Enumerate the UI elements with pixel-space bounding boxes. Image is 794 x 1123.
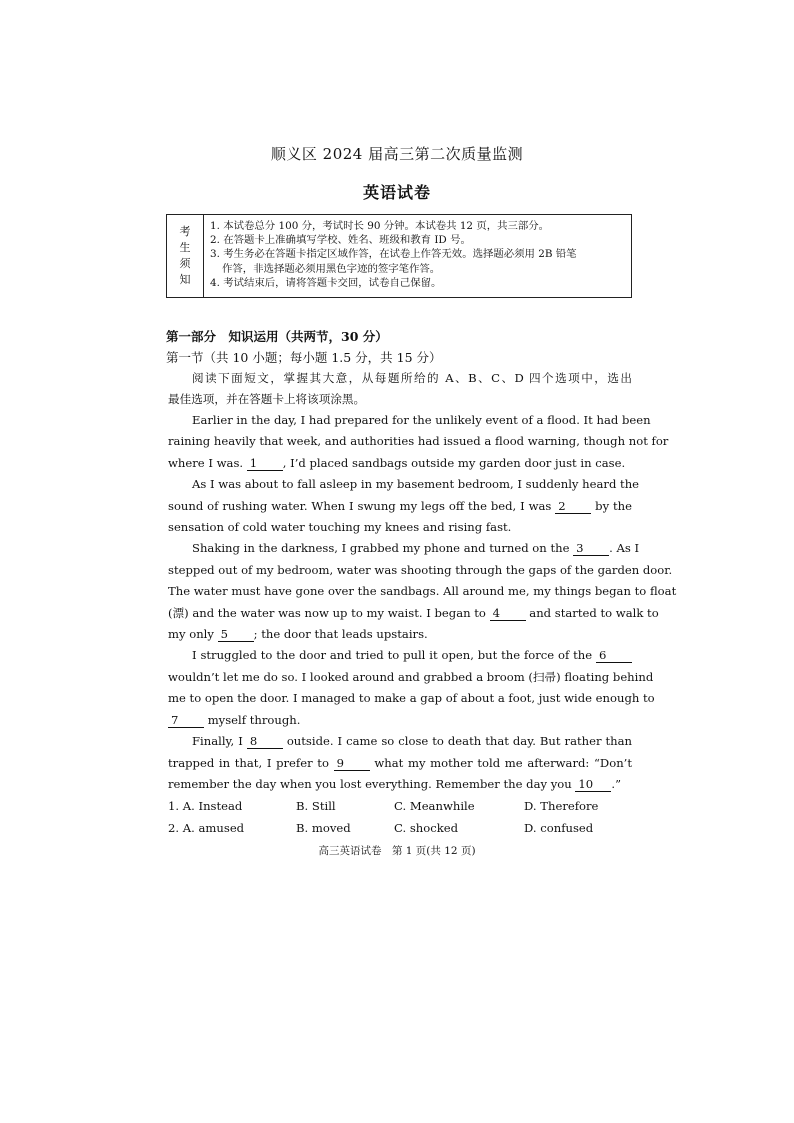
option-b[interactable]: B. moved [296,820,351,835]
blank-5: 5 [218,627,254,642]
option-a[interactable]: 2. A. amused [168,820,245,835]
passage-line: raining heavily that week, and authorities had issued a flood warning, though not for [168,434,669,449]
passage-line: remember the day when you lost everything. Remember the day you 10 .” [168,776,622,791]
passage-line: I struggled to the door and tried to pull it open, but the force of the 6 [168,645,632,666]
passage-line: wouldn’t let me do so. I looked around and grabbed a broom (扫帚) floating behind [168,669,654,684]
blank-8: 8 [247,734,283,749]
instruction-line: 阅读下面短文，掌握其大意，从每题所给的 A、B、C、D 四个选项中，选出 [192,371,632,385]
blank-1: 1 [247,456,283,471]
option-a[interactable]: 1. A. Instead [168,799,243,813]
notice-item: 2. 在答题卡上准确填写学校、姓名、班级和教育 ID 号。 [210,234,471,247]
notice-items [204,215,583,297]
option-c[interactable]: C. shocked [394,820,459,835]
blank-6: 6 [596,648,632,663]
passage-line: trapped in that, I prefer to 9 what my mother told me afterward: “Don’t [168,755,633,770]
exam-title: 顺义区 2024 届高三第二次质量监测 [270,145,524,163]
notice-item: 1. 本试卷总分 100 分，考试时长 90 分钟。本试卷共 12 页，共三部分。 [210,220,550,232]
notice-label-char: 须 [179,257,191,270]
page-footer: 高三英语试卷 第 1 页(共 12 页) [318,845,476,857]
notice-item: 4. 考试结束后，请将答题卡交回，试卷自己保留。 [210,276,442,289]
exam-subtitle: 英语试卷 [362,183,431,202]
passage-line: where I was. 1 , I’d placed sandbags outside my garden door just in case. [168,455,626,470]
question-row [168,818,622,840]
blank-7: 7 [168,713,204,728]
passage-line: (漂) and the water was now up to my waist. I began to 4 and started to walk to [168,605,659,620]
option-d[interactable]: D. confused [524,820,594,835]
passage-line: me to open the door. I managed to make a gap of about a foot, just wide enough to [168,691,655,706]
passage-line: Finally, I 8 outside. I came so close to death that day. But rather than [192,734,633,749]
passage-line: my only 5 ; the door that leads upstairs. [168,627,428,642]
passage [168,410,677,795]
notice-label [167,215,204,297]
notice-box [166,214,632,298]
instructions [168,368,632,411]
passage-line: sound of rushing water. When I swung my legs off the bed, I was 2 by the [168,498,633,513]
blank-3: 3 [573,541,609,556]
passage-line: 7 myself through. [168,710,632,731]
notice-item: 3. 考生务必在答题卡指定区域作答，在试卷上作答无效。选择题必须用 2B 铅笔 [210,248,577,261]
notice-item: 作答，非选择题必须用黑色字迹的签字笔作答。 [222,262,441,275]
passage-line: As I was about to fall asleep in my basement bedroom, I suddenly heard the [192,477,640,492]
part-heading: 第一部分 知识运用（共两节，30 分） [166,329,388,344]
notice-label-char: 考 [179,225,191,238]
section-heading: 第一节（共 10 小题；每小题 1.5 分，共 15 分） [166,350,442,365]
passage-line: The water must have gone over the sandbags. All around me, my things began to float [168,584,677,599]
notice-label-char: 知 [179,273,191,286]
instruction-line: 最佳选项，并在答题卡上将该项涂黑。 [168,392,366,407]
blank-4: 4 [490,606,526,621]
blank-10: 10 [575,777,611,792]
option-d[interactable]: D. Therefore [524,799,599,813]
option-c[interactable]: C. Meanwhile [394,799,475,813]
passage-line: sensation of cold water touching my knees and rising fast. [168,520,512,535]
passage-line: Earlier in the day, I had prepared for the unlikely event of a flood. It had been [192,413,651,427]
passage-line: stepped out of my bedroom, water was shooting through the gaps of the garden door. [168,562,673,577]
answer-options [168,796,622,839]
notice-label-char: 生 [179,241,191,254]
blank-2: 2 [555,499,591,514]
question-row [168,796,622,818]
blank-9: 9 [334,756,370,771]
passage-line: Shaking in the darkness, I grabbed my phone and turned on the 3 . As I [192,541,640,556]
option-b[interactable]: B. Still [296,799,336,813]
